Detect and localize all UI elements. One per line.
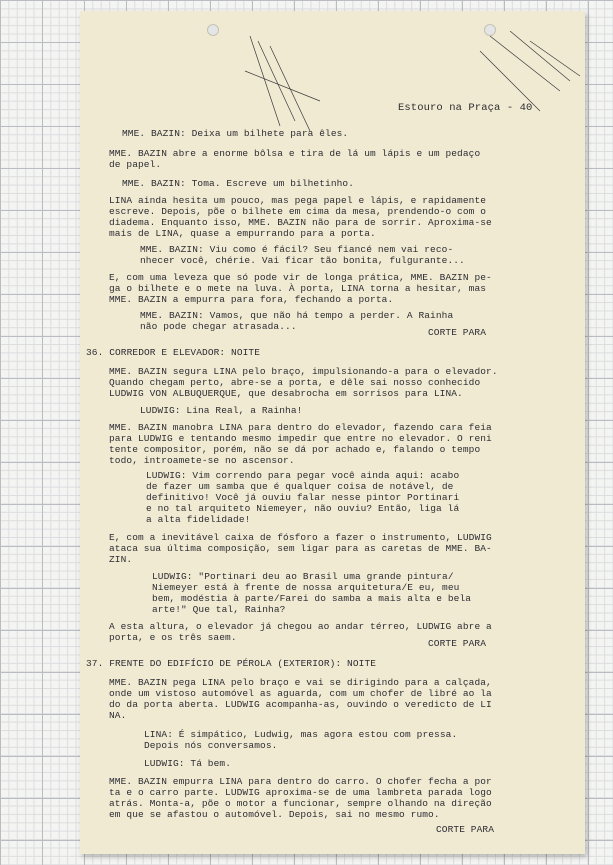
- lyrics-line: bem, modéstia à parte/Farei do samba a mais alta e bela: [152, 593, 472, 604]
- action-line: A esta altura, o elevador já chegou ao andar térreo, LUDWIG abre a: [109, 621, 492, 632]
- action-line: ataca sua última composição, sem ligar para as caretas de MME. BA-: [109, 543, 492, 554]
- dialogue-line: MME. BAZIN: Viu como é fácil? Seu fiancé nem vai reco-: [140, 244, 454, 255]
- action-line: ga o bilhete e o mete na luva. À porta, LINA torna a hesitar, mas: [109, 283, 487, 294]
- action-line: LUDWIG VON ALBUQUERQUE, que desabrocha em sorrisos para LINA.: [109, 388, 463, 399]
- action-line: E, com uma leveza que só pode vir de longa prática, MME. BAZIN pe-: [109, 272, 492, 283]
- dialogue-line: definitivo! Você já ouviu falar nesse pintor Portinari: [146, 492, 460, 503]
- action-line: E, com a inevitável caixa de fósforo a fazer o instrumento, LUDWIG: [109, 532, 492, 543]
- action-line: MME. BAZIN a empurra para fora, fechando a porta.: [109, 294, 394, 305]
- dialogue-line: MME. BAZIN: Deixa um bilhete para êles.: [122, 128, 349, 139]
- action-line: ZIN.: [109, 554, 133, 565]
- action-line: Quando chegam perto, abre-se a porta, e dêle sai nosso conhecido: [109, 377, 481, 388]
- action-line: MME. BAZIN segura LINA pelo braço, impulsionando-a para o elevador.: [109, 366, 498, 377]
- action-line: de papel.: [109, 159, 162, 170]
- lyrics-line: Niemeyer está à frente de nossa arquitetura/E eu, meu: [152, 582, 460, 593]
- dialogue-line: nhecer você, chérie. Vai ficar tão bonita, fulgurante...: [140, 255, 465, 266]
- action-line: onde um vistoso automóvel as aguarda, com um chofer de libré ao la: [109, 688, 492, 699]
- scene-heading: 37. FRENTE DO EDIFÍCIO DE PÉROLA (EXTERIOR): NOITE: [86, 658, 377, 669]
- action-line: ta e o carro parte. LUDWIG aproxima-se de uma lambreta parada logo: [109, 787, 492, 798]
- action-line: todo, introamete-se no ascensor.: [109, 455, 295, 466]
- script-page: [80, 11, 585, 854]
- action-line: para LUDWIG e tentando mesmo impedir que entre no elevador. O reni: [109, 433, 492, 444]
- transition-corte-para: CORTE PARA: [436, 824, 495, 835]
- action-line: MME. BAZIN pega LINA pelo braço e vai se dirigindo para a calçada,: [109, 677, 492, 688]
- dialogue-line: LINA: É simpático, Ludwig, mas agora estou com pressa.: [144, 729, 458, 740]
- dialogue-line: LUDWIG: Lina Real, a Rainha!: [140, 405, 303, 416]
- dialogue-line: MME. BAZIN: Vamos, que não há tempo a perder. A Rainha: [140, 310, 454, 321]
- dialogue-line: a alta fidelidade!: [146, 514, 251, 525]
- punch-hole: [207, 24, 219, 36]
- action-line: MME. BAZIN abre a enorme bôlsa e tira de lá um lápis e um pedaço: [109, 148, 481, 159]
- action-line: tente compositor, porém, não se dá por achado e, falando o tempo: [109, 444, 481, 455]
- tape-residue-marks: [240, 31, 585, 136]
- dialogue-line: e no tal arquiteto Niemeyer, não ouviu? Então, liga lá: [146, 503, 460, 514]
- page-header: Estouro na Praça - 40: [398, 102, 533, 114]
- transition-corte-para: CORTE PARA: [428, 327, 487, 338]
- action-line: MME. BAZIN manobra LINA para dentro do elevador, fazendo cara feia: [109, 422, 492, 433]
- action-line: NA.: [109, 710, 127, 721]
- action-line: em que se afastou o automóvel. Depois, sai no mesmo rumo.: [109, 809, 440, 820]
- action-line: do da porta aberta. LUDWIG acompanha-as, ouvindo o veredicto de LI: [109, 699, 492, 710]
- scene-heading: 36. CORREDOR E ELEVADOR: NOITE: [86, 347, 261, 358]
- dialogue-line: de fazer um samba que é qualquer coisa de notável, de: [146, 481, 454, 492]
- dialogue-line: LUDWIG: Tá bem.: [144, 758, 232, 769]
- action-line: diadema. Enquanto isso, MME. BAZIN não para de sorrir. Aproxima-se: [109, 217, 492, 228]
- dialogue-line: LUDWIG: Vim correndo para pegar você ainda aqui: acabo: [146, 470, 460, 481]
- action-line: porta, e os três saem.: [109, 632, 237, 643]
- dialogue-line: não pode chegar atrasada...: [140, 321, 297, 332]
- dialogue-line: Depois nós conversamos.: [144, 740, 278, 751]
- action-line: mais de LINA, quase a empurrando para a porta.: [109, 228, 376, 239]
- transition-corte-para: CORTE PARA: [428, 638, 487, 649]
- dialogue-line: MME. BAZIN: Toma. Escreve um bilhetinho.: [122, 178, 355, 189]
- action-line: MME. BAZIN empurra LINA para dentro do carro. O chofer fecha a por: [109, 776, 492, 787]
- lyrics-line: LUDWIG: "Portinari deu ao Brasil uma grande pintura/: [152, 571, 454, 582]
- lyrics-line: arte!" Que tal, Rainha?: [152, 604, 286, 615]
- action-line: LINA ainda hesita um pouco, mas pega papel e lápis, e rapidamente: [109, 195, 487, 206]
- action-line: escreve. Depois, põe o bilhete em cima da mesa, prendendo-o com o: [109, 206, 487, 217]
- action-line: atrás. Monta-a, põe o motor a funcionar, sempre olhando na direção: [109, 798, 492, 809]
